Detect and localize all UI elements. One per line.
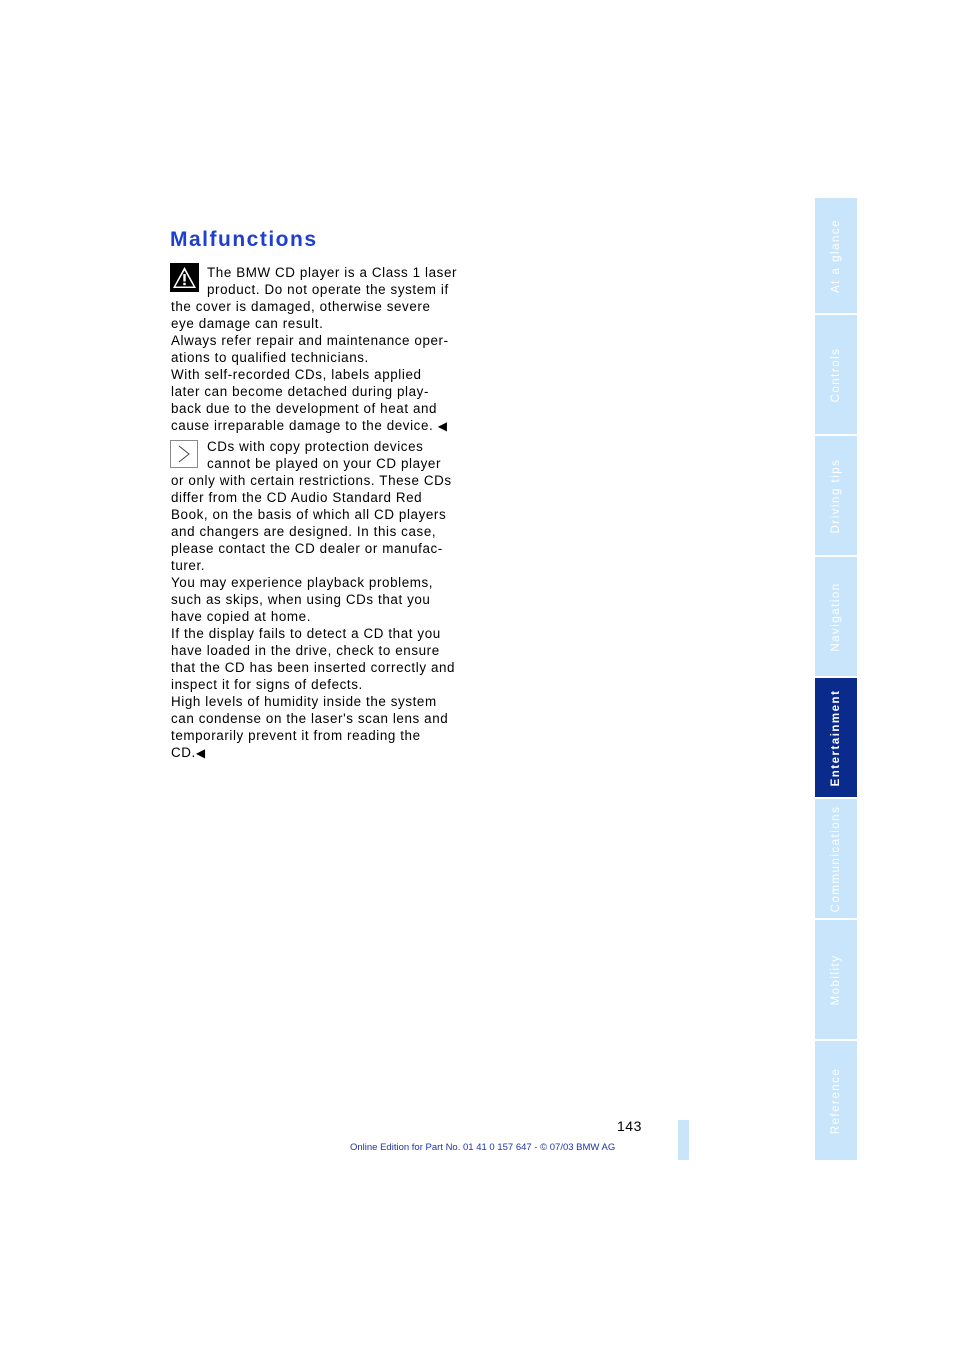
tab-communications[interactable] bbox=[815, 799, 857, 920]
warning-line: product. Do not operate the system if bbox=[207, 282, 449, 297]
note-line: If the display fails to detect a CD that you bbox=[171, 626, 441, 641]
warning-line: The BMW CD player is a Class 1 laser bbox=[207, 265, 458, 280]
warning-line: eye damage can result. bbox=[171, 316, 324, 331]
warning-line-text: cause irreparable damage to the device. bbox=[171, 418, 434, 433]
tab-reference[interactable] bbox=[815, 1041, 857, 1160]
tab-at-a-glance[interactable] bbox=[815, 198, 857, 315]
tab-label: At a glance bbox=[830, 218, 842, 293]
note-line: Book, on the basis of which all CD players bbox=[171, 507, 447, 522]
note-line: temporarily prevent it from reading the bbox=[171, 728, 421, 743]
note-line: such as skips, when using CDs that you bbox=[171, 592, 431, 607]
note-line: please contact the CD dealer or manufac- bbox=[171, 541, 443, 556]
note-line: or only with certain restrictions. These CDs bbox=[171, 473, 452, 488]
page-number: 143 bbox=[617, 1118, 642, 1134]
warning-line: later can become detached during play- bbox=[171, 384, 430, 399]
warning-line-last bbox=[171, 417, 471, 435]
page-number-bar bbox=[678, 1120, 689, 1160]
tab-label: Mobility bbox=[830, 954, 842, 1005]
tab-label: Communications bbox=[830, 805, 842, 912]
warning-line: the cover is damaged, otherwise severe bbox=[171, 299, 431, 314]
tab-driving-tips[interactable] bbox=[815, 436, 857, 557]
note-line-last bbox=[171, 744, 471, 762]
tab-mobility[interactable] bbox=[815, 920, 857, 1041]
note-line: turer. bbox=[171, 558, 206, 573]
tab-label: Driving tips bbox=[830, 458, 842, 533]
note-line: You may experience playback problems, bbox=[171, 575, 434, 590]
warning-line: back due to the development of heat and bbox=[171, 401, 438, 416]
end-mark-icon: ◀ bbox=[195, 746, 206, 760]
note-line: cannot be played on your CD player bbox=[207, 456, 442, 471]
tab-label: Reference bbox=[830, 1067, 842, 1134]
note-line: and changers are designed. In this case, bbox=[171, 524, 437, 539]
note-line: inspect it for signs of defects. bbox=[171, 677, 363, 692]
note-line: have copied at home. bbox=[171, 609, 312, 624]
tab-entertainment[interactable] bbox=[815, 678, 857, 799]
warning-line: Always refer repair and maintenance oper- bbox=[171, 333, 449, 348]
warning-paragraph bbox=[171, 264, 471, 435]
note-line: CDs with copy protection devices bbox=[207, 439, 424, 454]
note-line: can condense on the laser's scan lens and bbox=[171, 711, 449, 726]
tab-label: Entertainment bbox=[830, 689, 842, 786]
warning-line: ations to qualified technicians. bbox=[171, 350, 369, 365]
chapter-tabs bbox=[815, 198, 857, 1160]
footer-text: Online Edition for Part No. 01 41 0 157 647 - © 07/03 BMW AG bbox=[350, 1142, 616, 1153]
tab-label: Controls bbox=[830, 347, 842, 402]
note-line: differ from the CD Audio Standard Red bbox=[171, 490, 423, 505]
note-line: that the CD has been inserted correctly and bbox=[171, 660, 456, 675]
note-paragraph bbox=[171, 438, 471, 762]
note-line-text: CD. bbox=[171, 745, 196, 760]
section-title: Malfunctions bbox=[170, 228, 318, 251]
note-line: have loaded in the drive, check to ensure bbox=[171, 643, 440, 658]
end-mark-icon: ◀ bbox=[437, 419, 447, 433]
tab-label: Navigation bbox=[830, 581, 842, 652]
warning-line: With self-recorded CDs, labels applied bbox=[171, 367, 422, 382]
note-line: High levels of humidity inside the system bbox=[171, 694, 437, 709]
tab-navigation[interactable] bbox=[815, 557, 857, 678]
tab-controls[interactable] bbox=[815, 315, 857, 436]
